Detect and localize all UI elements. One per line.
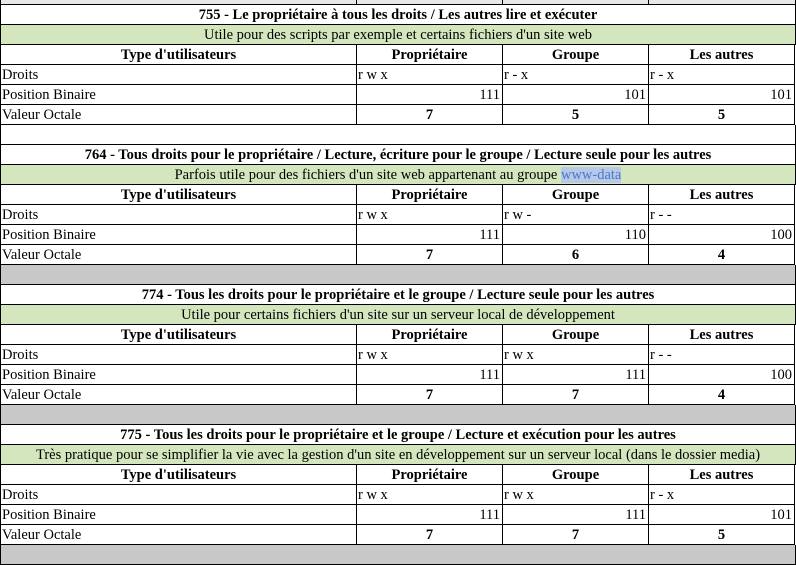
row-label[interactable]: Valeur Octale xyxy=(0,385,357,405)
cell-owner[interactable]: 7 xyxy=(357,105,503,125)
spacer-row[interactable] xyxy=(0,265,796,285)
cell-others[interactable]: 4 xyxy=(649,245,795,265)
table-row xyxy=(0,385,796,405)
cell-group[interactable]: r w x xyxy=(503,345,649,365)
row-label[interactable]: Droits xyxy=(0,205,357,225)
table-row xyxy=(0,525,796,545)
cell-owner[interactable]: r w x xyxy=(357,485,503,505)
cell-others[interactable]: 4 xyxy=(649,385,795,405)
header-owner[interactable]: Propriétaire xyxy=(357,325,503,345)
header-group[interactable]: Groupe xyxy=(503,185,649,205)
cell-owner[interactable]: 7 xyxy=(357,245,503,265)
subtitle-highlight: www-data xyxy=(560,167,622,183)
cell-group[interactable]: 111 xyxy=(503,505,649,525)
block-774-title-row xyxy=(0,285,796,305)
cell-group[interactable]: 6 xyxy=(503,245,649,265)
row-label[interactable]: Position Binaire xyxy=(0,85,357,105)
block-title[interactable]: 764 - Tous droits pour le propriétaire / Lecture, écriture pour le groupe / Lecture seule pour les autres xyxy=(0,145,796,165)
block-774-header-row xyxy=(0,325,796,345)
header-user-type[interactable]: Type d'utilisateurs xyxy=(0,465,357,485)
cell-owner[interactable]: 7 xyxy=(357,385,503,405)
header-owner[interactable]: Propriétaire xyxy=(357,465,503,485)
block-subtitle[interactable]: Utile pour certains fichiers d'un site sur un serveur local de développement xyxy=(0,305,796,325)
row-label[interactable]: Droits xyxy=(0,345,357,365)
row-label[interactable]: Valeur Octale xyxy=(0,245,357,265)
cell-owner[interactable]: 111 xyxy=(357,225,503,245)
row-label[interactable]: Position Binaire xyxy=(0,225,357,245)
table-row xyxy=(0,205,796,225)
subtitle-text: Parfois utile pour des fichiers d'un site web appartenant au groupe xyxy=(174,167,561,183)
row-label[interactable]: Droits xyxy=(0,485,357,505)
table-row xyxy=(0,245,796,265)
header-others[interactable]: Les autres xyxy=(649,185,795,205)
header-user-type[interactable]: Type d'utilisateurs xyxy=(0,45,357,65)
block-title[interactable]: 775 - Tous les droits pour le propriétaire et le groupe / Lecture et exécution pour les autres xyxy=(0,425,796,445)
spacer-row[interactable] xyxy=(0,125,796,145)
block-subtitle[interactable]: Très pratique pour se simplifier la vie avec la gestion d'un site en développement sur un serveur local (dans le dossier media) xyxy=(0,445,796,465)
cell-group[interactable]: 111 xyxy=(503,365,649,385)
header-others[interactable]: Les autres xyxy=(649,45,795,65)
spacer-row[interactable] xyxy=(0,405,796,425)
table-row xyxy=(0,345,796,365)
block-755-title-row xyxy=(0,5,796,25)
header-user-type[interactable]: Type d'utilisateurs xyxy=(0,185,357,205)
cell-others[interactable]: 101 xyxy=(649,505,795,525)
row-label[interactable]: Valeur Octale xyxy=(0,105,357,125)
block-775-subtitle-row xyxy=(0,445,796,465)
cell-group[interactable]: 5 xyxy=(503,105,649,125)
table-row xyxy=(0,485,796,505)
cell-group[interactable]: 110 xyxy=(503,225,649,245)
block-775-title-row xyxy=(0,425,796,445)
cell-owner[interactable]: 111 xyxy=(357,85,503,105)
cell-group[interactable]: 101 xyxy=(503,85,649,105)
row-label[interactable]: Position Binaire xyxy=(0,505,357,525)
table-row xyxy=(0,365,796,385)
cell-group[interactable]: r - x xyxy=(503,65,649,85)
cell-others[interactable]: r - - xyxy=(649,205,795,225)
row-label[interactable]: Droits xyxy=(0,65,357,85)
header-group[interactable]: Groupe xyxy=(503,465,649,485)
cell-others[interactable]: r - - xyxy=(649,345,795,365)
block-subtitle[interactable]: Utile pour des scripts par exemple et certains fichiers d'un site web xyxy=(0,25,796,45)
table-row xyxy=(0,105,796,125)
spacer-row[interactable] xyxy=(0,545,796,565)
header-user-type[interactable]: Type d'utilisateurs xyxy=(0,325,357,345)
cell-others[interactable]: r - x xyxy=(649,65,795,85)
cell-others[interactable]: 5 xyxy=(649,525,795,545)
block-subtitle[interactable] xyxy=(0,165,796,185)
table-row xyxy=(0,225,796,245)
header-owner[interactable]: Propriétaire xyxy=(357,185,503,205)
header-group[interactable]: Groupe xyxy=(503,45,649,65)
block-755-header-row xyxy=(0,45,796,65)
cell-owner[interactable]: 7 xyxy=(357,525,503,545)
table-row xyxy=(0,85,796,105)
block-title[interactable]: 774 - Tous les droits pour le propriétaire et le groupe / Lecture seule pour les autres xyxy=(0,285,796,305)
cell-owner[interactable]: r w x xyxy=(357,345,503,365)
table-row xyxy=(0,65,796,85)
header-owner[interactable]: Propriétaire xyxy=(357,45,503,65)
cell-group[interactable]: r w - xyxy=(503,205,649,225)
cell-owner[interactable]: r w x xyxy=(357,205,503,225)
block-title[interactable]: 755 - Le propriétaire à tous les droits / Les autres lire et exécuter xyxy=(0,5,796,25)
cell-owner[interactable]: r w x xyxy=(357,65,503,85)
block-764-subtitle-row xyxy=(0,165,796,185)
cell-group[interactable]: 7 xyxy=(503,385,649,405)
cell-others[interactable]: r - x xyxy=(649,485,795,505)
block-774-subtitle-row xyxy=(0,305,796,325)
cell-owner[interactable]: 111 xyxy=(357,505,503,525)
block-764-header-row xyxy=(0,185,796,205)
cell-group[interactable]: 7 xyxy=(503,525,649,545)
block-775-header-row xyxy=(0,465,796,485)
cell-others[interactable]: 5 xyxy=(649,105,795,125)
cell-others[interactable]: 101 xyxy=(649,85,795,105)
header-others[interactable]: Les autres xyxy=(649,325,795,345)
cell-others[interactable]: 100 xyxy=(649,365,795,385)
cell-owner[interactable]: 111 xyxy=(357,365,503,385)
header-others[interactable]: Les autres xyxy=(649,465,795,485)
cell-group[interactable]: r w x xyxy=(503,485,649,505)
row-label[interactable]: Valeur Octale xyxy=(0,525,357,545)
row-label[interactable]: Position Binaire xyxy=(0,365,357,385)
header-group[interactable]: Groupe xyxy=(503,325,649,345)
block-764-title-row xyxy=(0,145,796,165)
cell-others[interactable]: 100 xyxy=(649,225,795,245)
block-755-subtitle-row xyxy=(0,25,796,45)
table-row xyxy=(0,505,796,525)
